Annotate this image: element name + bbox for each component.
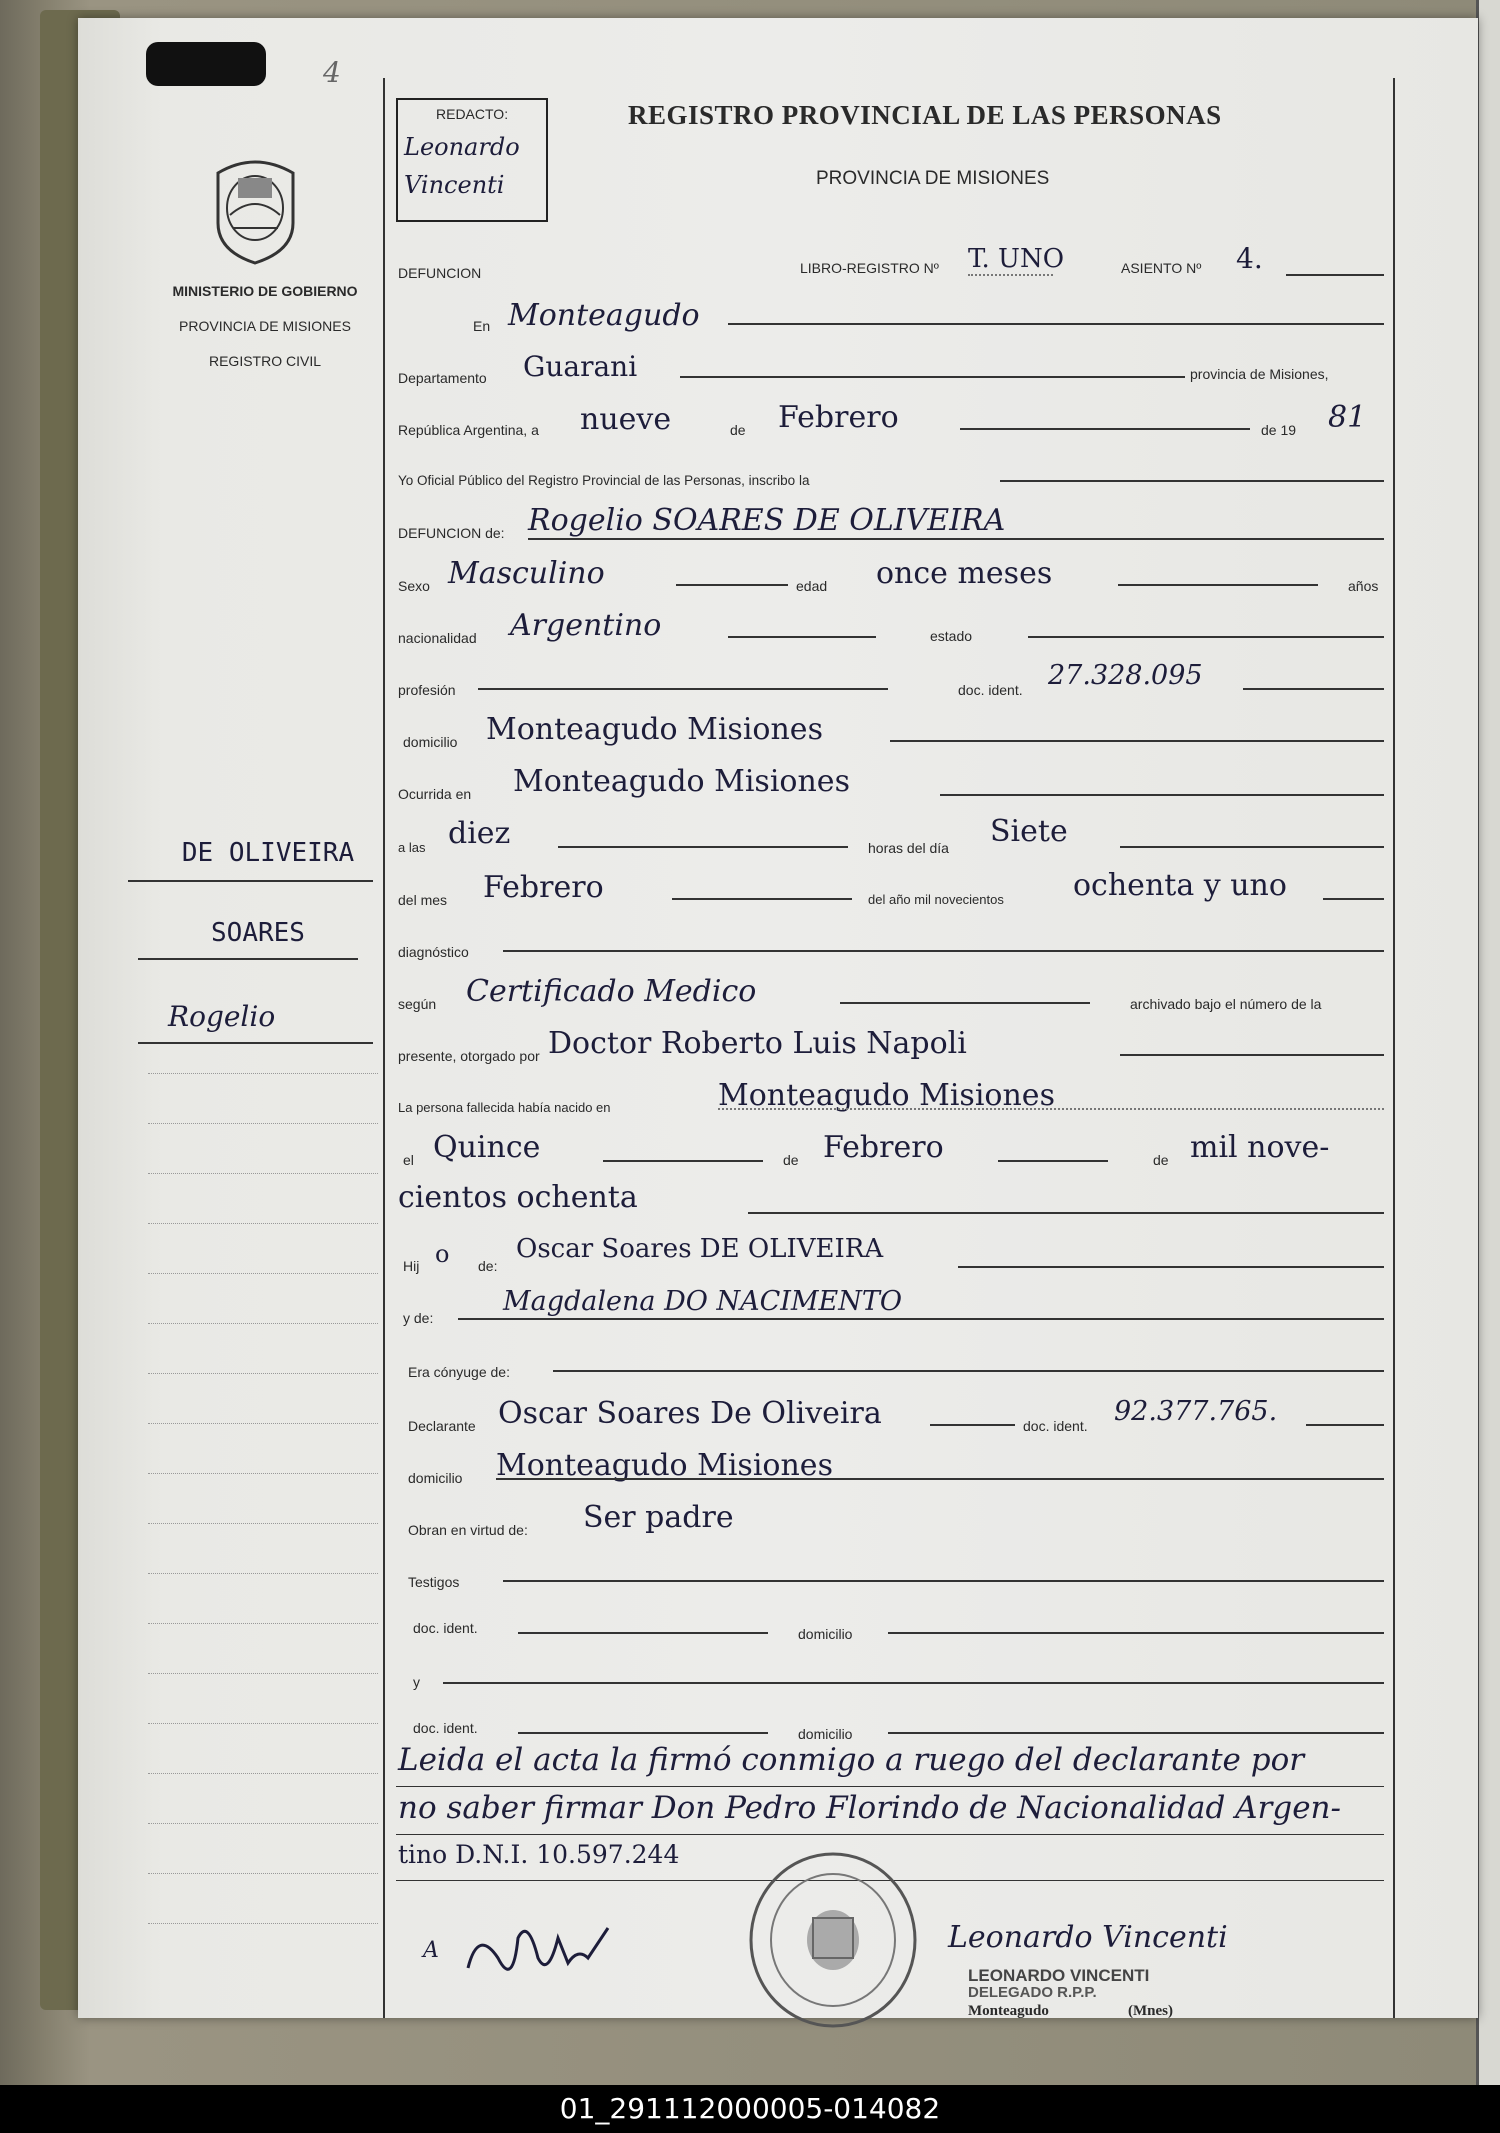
libro-label: LIBRO-REGISTRO Nº <box>800 260 939 276</box>
margin-rule <box>128 880 373 882</box>
en-value: Monteagudo <box>508 298 700 333</box>
dia-value: nueve <box>580 402 672 437</box>
hij-de-label: de: <box>478 1258 498 1274</box>
nac-anio-value-2: cientos ochenta <box>398 1180 638 1215</box>
decl-domicilio-value: Monteagudo Misiones <box>496 1448 833 1483</box>
blank-line <box>940 794 1384 796</box>
decl-doc-label: doc. ident. <box>1023 1418 1088 1434</box>
coat-of-arms-icon <box>208 153 303 268</box>
t1-doc-label: doc. ident. <box>413 1620 478 1636</box>
blank-line <box>603 1160 763 1162</box>
anios-label: años <box>1348 578 1379 594</box>
obran-value: Ser padre <box>583 1500 734 1535</box>
blank-line <box>748 1212 1384 1214</box>
blank-line <box>503 950 1384 952</box>
madre-value: Magdalena DO NACIMENTO <box>503 1286 903 1317</box>
blank-line <box>443 1682 1384 1684</box>
blank-line <box>960 428 1250 430</box>
departamento-label: Departamento <box>398 370 487 386</box>
ministry-label: MINISTERIO DE GOBIERNO <box>172 283 358 299</box>
delmes-label: del mes <box>398 892 448 908</box>
conyuge-label: Era cónyuge de: <box>408 1364 510 1380</box>
asiento-value: 4. <box>1236 242 1263 275</box>
yde-label: y de: <box>403 1310 434 1326</box>
place-label: Monteagudo <box>968 2003 1049 2019</box>
obran-label: Obran en virtud de: <box>408 1522 528 1538</box>
blank-line <box>1243 688 1384 690</box>
margin-given-name: Rogelio <box>168 1000 276 1033</box>
decl-doc-value: 92.377.765. <box>1114 1396 1278 1427</box>
blank-line <box>478 688 888 690</box>
note-rule <box>396 1834 1384 1835</box>
blank-line <box>718 1108 1384 1110</box>
register-page <box>78 18 1478 2018</box>
horas-value: diez <box>448 816 511 851</box>
blank-line <box>968 274 1053 276</box>
sexo-label: Sexo <box>398 578 430 594</box>
blank-line <box>1028 636 1384 638</box>
blank-line <box>890 740 1384 742</box>
image-id-label: 01_291112000005-014082 <box>0 2085 1500 2133</box>
page-subtitle: PROVINCIA DE MISIONES <box>816 168 1050 189</box>
margin-surname-2: SOARES <box>211 918 305 948</box>
blank-line <box>553 1370 1384 1372</box>
witness-signature-icon <box>458 1908 628 1998</box>
margin-rule <box>138 1042 373 1044</box>
margin-rule <box>138 958 358 960</box>
nacionalidad-value: Argentino <box>510 608 662 643</box>
declarante-value: Oscar Soares De Oliveira <box>498 1396 882 1431</box>
estado-label: estado <box>930 628 973 644</box>
blank-line <box>680 376 1185 378</box>
blank-line <box>728 636 876 638</box>
blank-line <box>888 1632 1384 1634</box>
blank-line <box>528 538 1384 540</box>
redacto-label: REDACTO: <box>436 106 509 122</box>
blank-line <box>1306 1424 1384 1426</box>
ruego-prefix: A <box>423 1938 439 1963</box>
act-type-label: DEFUNCION <box>398 265 482 281</box>
province-label: PROVINCIA DE MISIONES <box>179 318 351 334</box>
nacionalidad-label: nacionalidad <box>398 630 477 646</box>
republica-label: República Argentina, a <box>398 422 539 438</box>
t2-dom-label: domicilio <box>798 1726 853 1742</box>
dia2-value: Siete <box>990 814 1068 849</box>
declarante-label: Declarante <box>408 1418 476 1434</box>
blank-line <box>958 1266 1384 1268</box>
nac-de-label-2: de <box>1153 1152 1169 1168</box>
libro-value: T. UNO <box>968 244 1065 274</box>
redacto-box <box>396 98 548 222</box>
nac-dia-value: Quince <box>433 1130 541 1165</box>
right-frame <box>1393 78 1395 2018</box>
anio-label: del año mil novecientos <box>868 892 1004 907</box>
nacido-value: Monteagudo Misiones <box>718 1078 1055 1113</box>
domicilio-label: domicilio <box>403 734 458 750</box>
el-label: el <box>403 1152 414 1168</box>
hij-value: o <box>435 1240 450 1268</box>
nac-de-label: de <box>783 1152 799 1168</box>
blank-line <box>1323 898 1384 900</box>
official-title: DELEGADO R.P.P. <box>968 1984 1097 2001</box>
presente-value: Doctor Roberto Luis Napoli <box>548 1026 967 1061</box>
official-signature: Leonardo Vincenti <box>948 1920 1228 1955</box>
anio-value: ochenta y uno <box>1073 868 1287 903</box>
horas-label: horas del día <box>868 840 949 856</box>
en-label: En <box>473 318 491 334</box>
padre-value: Oscar Soares DE OLIVEIRA <box>516 1234 884 1264</box>
blank-line <box>1000 480 1384 482</box>
official-name: LEONARDO VINCENTI <box>968 1966 1150 1985</box>
hij-label: Hij <box>403 1258 420 1274</box>
provincia-text: provincia de Misiones, <box>1190 366 1329 382</box>
blank-line <box>1120 1054 1384 1056</box>
blank-line <box>503 1580 1384 1582</box>
adjacent-page-edge <box>1476 0 1500 2085</box>
defuncion-de-label: DEFUNCION de: <box>398 525 505 541</box>
note-rule <box>396 1786 1384 1787</box>
doc-label: doc. ident. <box>958 682 1023 698</box>
official-seal-icon <box>743 1848 923 2033</box>
blank-line <box>930 1424 1015 1426</box>
mes2-value: Febrero <box>483 870 604 905</box>
column-divider <box>383 78 385 2018</box>
registry-label: REGISTRO CIVIL <box>208 353 322 369</box>
blank-line <box>558 846 848 848</box>
deceased-name: Rogelio SOARES DE OLIVEIRA <box>528 503 1006 538</box>
alas-label: a las <box>398 840 426 855</box>
year-value: 81 <box>1328 400 1367 435</box>
blank-line <box>728 323 1384 325</box>
ocurrida-label: Ocurrida en <box>398 786 472 802</box>
asiento-label: ASIENTO Nº <box>1121 260 1202 276</box>
note-line-2: no saber firmar Don Pedro Florindo de Nacionalidad Argen- <box>398 1790 1341 1826</box>
blank-line <box>496 1478 1384 1480</box>
edad-value: once meses <box>876 556 1053 591</box>
blank-line <box>998 1160 1108 1162</box>
note-line-3: tino D.N.I. 10.597.244 <box>398 1840 680 1869</box>
nac-mes-value: Febrero <box>823 1130 944 1165</box>
y-label: y <box>413 1674 420 1690</box>
corner-number: 4 <box>323 56 341 89</box>
blank-line <box>518 1632 768 1634</box>
profesion-label: profesión <box>398 682 456 698</box>
blank-line <box>1120 846 1384 848</box>
blank-line <box>1118 584 1318 586</box>
nacido-label: La persona fallecida había nacido en <box>398 1100 611 1115</box>
redaction-mark <box>146 42 266 86</box>
de19-label: de 19 <box>1261 422 1297 438</box>
mes-value: Febrero <box>778 400 899 435</box>
doc-value: 27.328.095 <box>1048 660 1203 691</box>
blank-line <box>676 584 788 586</box>
ocurrida-value: Monteagudo Misiones <box>513 764 850 799</box>
page-title: REGISTRO PROVINCIAL DE LAS PERSONAS <box>628 100 1222 130</box>
blank-line <box>458 1318 1384 1320</box>
presente-label: presente, otorgado por <box>398 1048 540 1064</box>
segun-value: Certificado Medico <box>466 974 757 1009</box>
segun-label: según <box>398 996 437 1012</box>
departamento-value: Guarani <box>523 350 638 383</box>
t2-doc-label: doc. ident. <box>413 1720 478 1736</box>
sexo-value: Masculino <box>448 556 605 591</box>
margin-surname-1: DE OLIVEIRA <box>181 838 355 868</box>
domicilio-value: Monteagudo Misiones <box>486 712 823 747</box>
blank-line <box>888 1732 1384 1734</box>
diagnostico-label: diagnóstico <box>398 944 469 960</box>
blank-line <box>518 1732 768 1734</box>
blank-line <box>1286 274 1384 276</box>
blank-line <box>840 1002 1090 1004</box>
note-line-1: Leida el acta la firmó conmigo a ruego del declarante por <box>398 1742 1305 1778</box>
t1-dom-label: domicilio <box>798 1626 853 1642</box>
decl-domicilio-label: domicilio <box>408 1470 463 1486</box>
nac-anio-value-1: mil nove- <box>1190 1130 1330 1165</box>
testigos-label: Testigos <box>408 1574 460 1590</box>
de-label: de <box>730 422 746 438</box>
redacto-signature: Leonardo Vincenti <box>404 133 520 199</box>
oficial-text: Yo Oficial Público del Registro Provincial de las Personas, inscribo la <box>398 473 810 488</box>
archivado-label: archivado bajo el número de la <box>1130 996 1322 1012</box>
edad-label: edad <box>796 578 828 594</box>
blank-line <box>672 898 852 900</box>
place-abbr: (Mnes) <box>1128 2003 1173 2019</box>
